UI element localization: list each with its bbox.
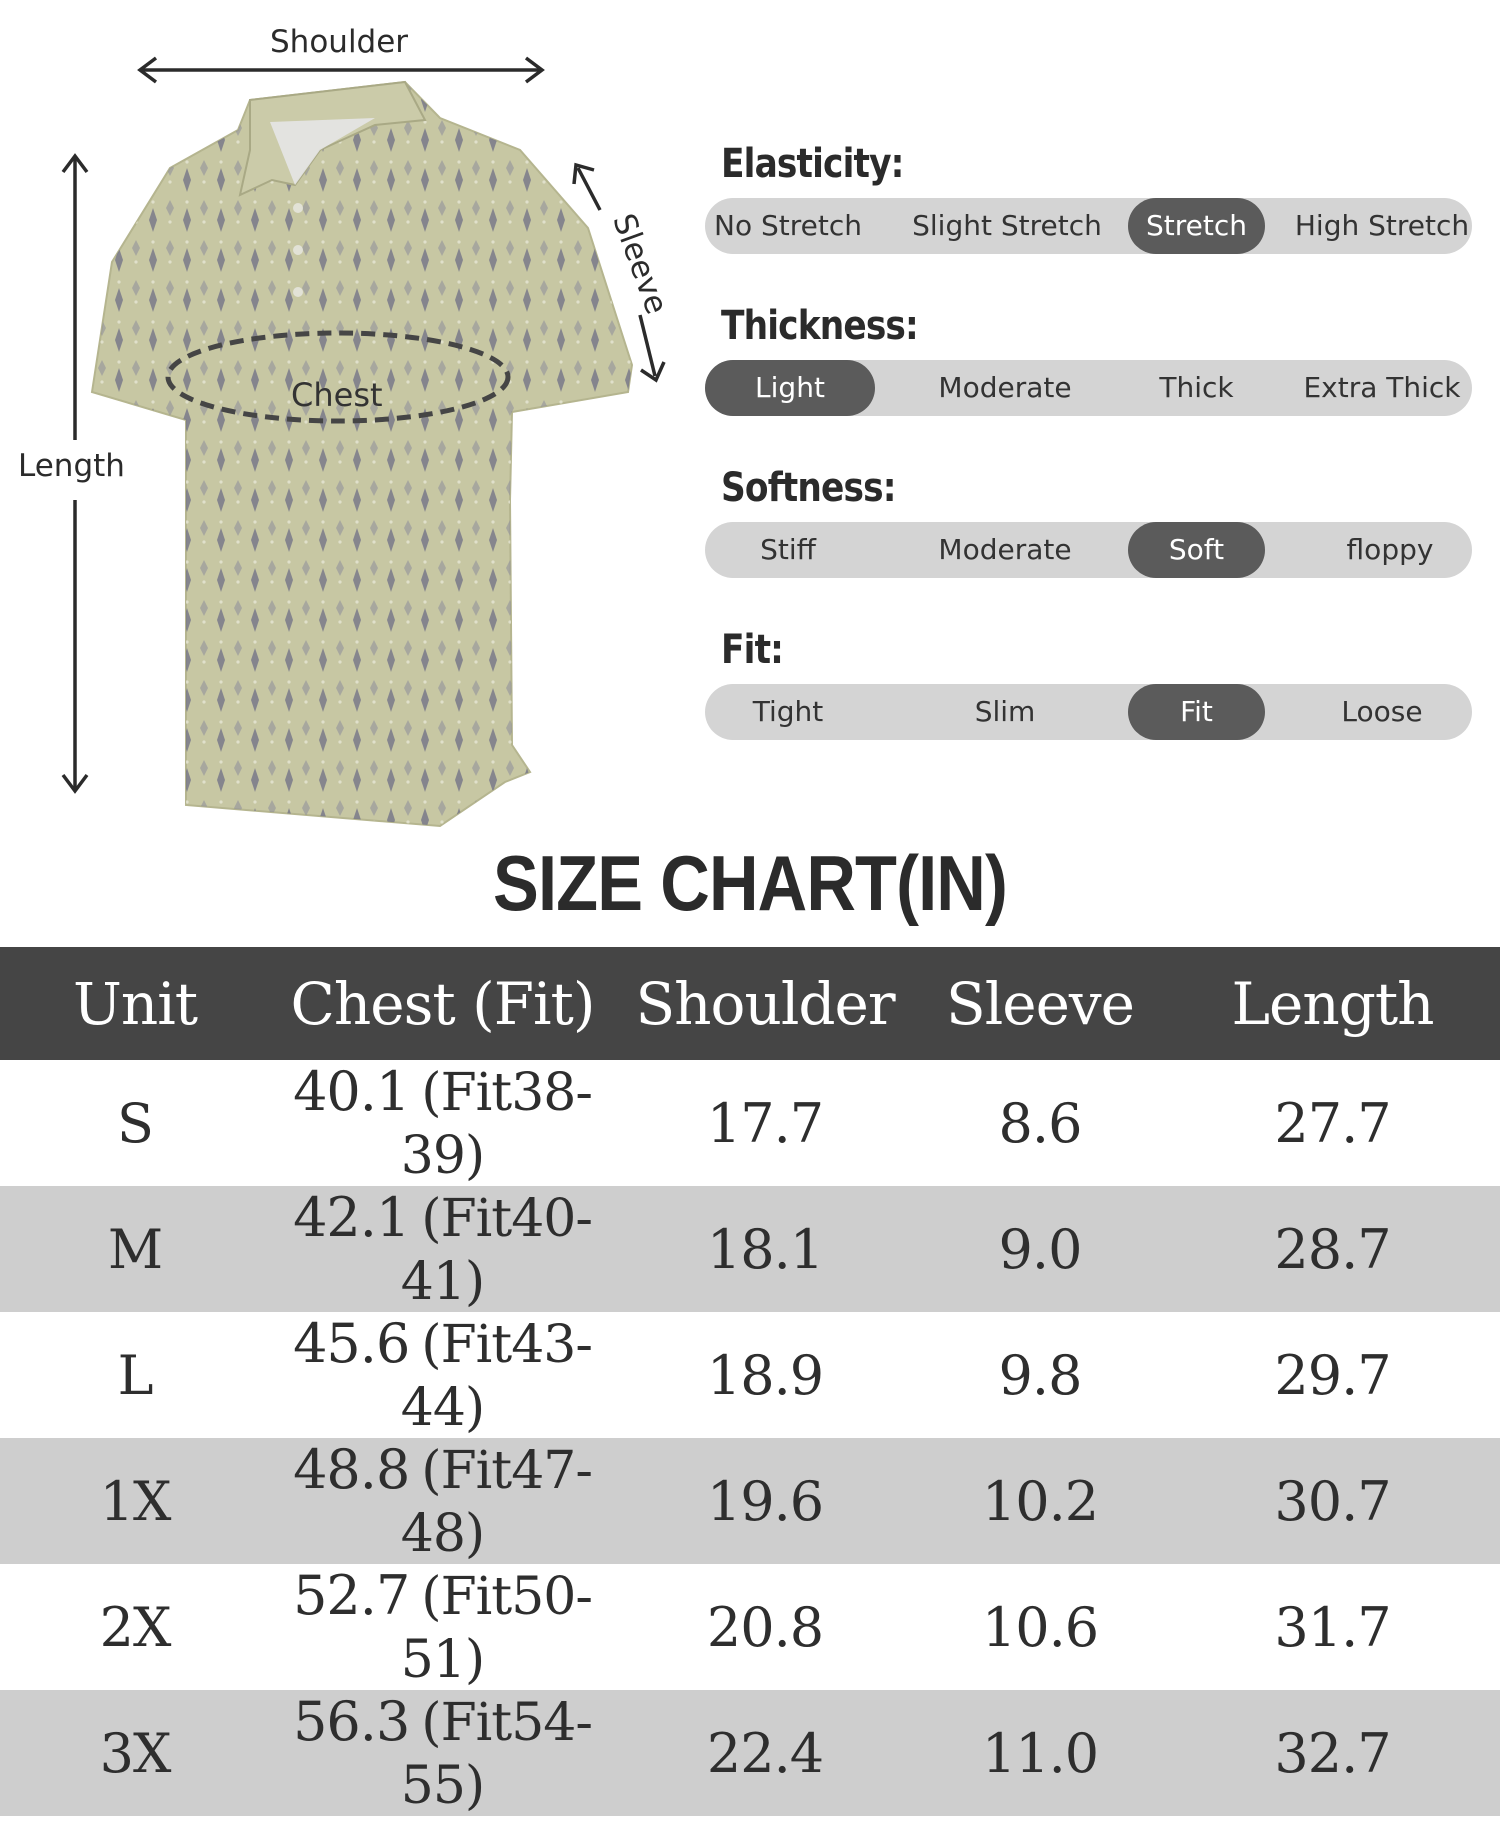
rating-option: Moderate [938, 371, 1072, 404]
chest-label: Chest [291, 376, 383, 414]
cell-unit: M [0, 1186, 270, 1312]
cell-unit: 1X [0, 1438, 270, 1564]
chest-value: 42.1 [293, 1186, 410, 1249]
table-row [0, 1186, 1500, 1312]
rating-option: floppy [1346, 533, 1434, 566]
thickness-rating [705, 302, 1472, 416]
rating-title: Softness: [721, 465, 896, 511]
header-shoulder: Shoulder [615, 947, 915, 1060]
size-chart-title: SIZE CHART(IN) [493, 839, 1007, 927]
rating-bar [705, 522, 1472, 578]
table-row [0, 1312, 1500, 1438]
cell-sleeve: 10.6 [981, 1595, 1099, 1659]
cell-shoulder: 22.4 [615, 1690, 915, 1816]
header-chest: Chest (Fit) [270, 947, 615, 1060]
softness-rating [705, 464, 1472, 578]
cell-shoulder: 17.7 [706, 1091, 824, 1155]
cell-length: 29.7 [1274, 1343, 1391, 1407]
chest-value: 56.3 [293, 1690, 410, 1753]
cell-shoulder: 18.9 [706, 1343, 824, 1407]
rating-option: No Stretch [714, 209, 862, 242]
cell-sleeve: 9.8 [998, 1343, 1082, 1407]
rating-option: Stiff [760, 533, 816, 566]
rating-option: Tight [752, 695, 824, 728]
header-unit: Unit [0, 947, 270, 1060]
rating-option: Extra Thick [1303, 371, 1461, 404]
cell-sleeve: 8.6 [998, 1091, 1082, 1155]
rating-option: Moderate [938, 533, 1072, 566]
rating-title: Elasticity: [721, 141, 904, 187]
cell-length: 31.7 [1274, 1595, 1391, 1659]
shirt-diagram [0, 0, 700, 840]
header-length: Length [1165, 947, 1500, 1060]
cell-chest [270, 1312, 615, 1438]
cell-chest [270, 1438, 615, 1564]
rating-title: Fit: [721, 627, 784, 673]
cell-sleeve: 10.2 [915, 1438, 1165, 1564]
rating-bar [705, 198, 1472, 254]
table-row [0, 1564, 1500, 1690]
rating-option: Thick [1159, 371, 1234, 404]
shoulder-label: Shoulder [270, 24, 409, 60]
fit-range: (Fit54-55) [400, 1693, 592, 1816]
rating-option: Soft [1128, 522, 1265, 578]
fit-range: (Fit38-39) [400, 1063, 592, 1186]
rating-option: Light [705, 360, 875, 416]
rating-bar [705, 684, 1472, 740]
cell-chest [270, 1564, 615, 1690]
cell-shoulder: 19.6 [615, 1438, 915, 1564]
cell-unit: 2X [99, 1595, 171, 1659]
cell-length: 27.7 [1274, 1091, 1391, 1155]
chest-value: 48.8 [293, 1438, 410, 1501]
fit-range: (Fit40-41) [400, 1189, 592, 1312]
cell-length: 32.7 [1165, 1690, 1500, 1816]
table-row [0, 1690, 1500, 1816]
cell-unit: 3X [0, 1690, 270, 1816]
cell-chest [270, 1186, 615, 1312]
rating-option: Fit [1128, 684, 1265, 740]
cell-chest [270, 1060, 615, 1186]
rating-option: High Stretch [1294, 209, 1470, 242]
table-row [0, 1438, 1500, 1564]
elasticity-rating [705, 140, 1472, 254]
rating-title: Thickness: [721, 303, 918, 349]
cell-sleeve: 9.0 [915, 1186, 1165, 1312]
rating-option: Loose [1341, 695, 1423, 728]
fit-rating [705, 626, 1472, 740]
table-header-row [0, 947, 1500, 1060]
cell-chest [270, 1690, 615, 1816]
rating-bar [705, 360, 1472, 416]
shirt-illustration [0, 0, 700, 840]
fit-range: (Fit50-51) [400, 1567, 592, 1690]
table-row [0, 1060, 1500, 1186]
header-sleeve: Sleeve [915, 947, 1165, 1060]
cell-length: 28.7 [1165, 1186, 1500, 1312]
chest-value: 40.1 [293, 1060, 410, 1123]
rating-option: Slim [974, 695, 1036, 728]
fit-range: (Fit43-44) [400, 1315, 592, 1438]
rating-option: Slight Stretch [912, 209, 1102, 242]
cell-unit: L [117, 1343, 153, 1407]
cell-length: 30.7 [1165, 1438, 1500, 1564]
length-label: Length [18, 448, 125, 484]
rating-option: Stretch [1128, 198, 1265, 254]
cell-sleeve: 11.0 [915, 1690, 1165, 1816]
cell-shoulder: 20.8 [706, 1595, 824, 1659]
cell-unit: S [117, 1091, 153, 1155]
chest-value: 52.7 [293, 1564, 410, 1627]
chest-value: 45.6 [293, 1312, 410, 1375]
size-chart-table [0, 947, 1500, 1816]
sleeve-label: Sleeve [605, 209, 675, 319]
fit-range: (Fit47-48) [400, 1441, 592, 1564]
cell-shoulder: 18.1 [615, 1186, 915, 1312]
